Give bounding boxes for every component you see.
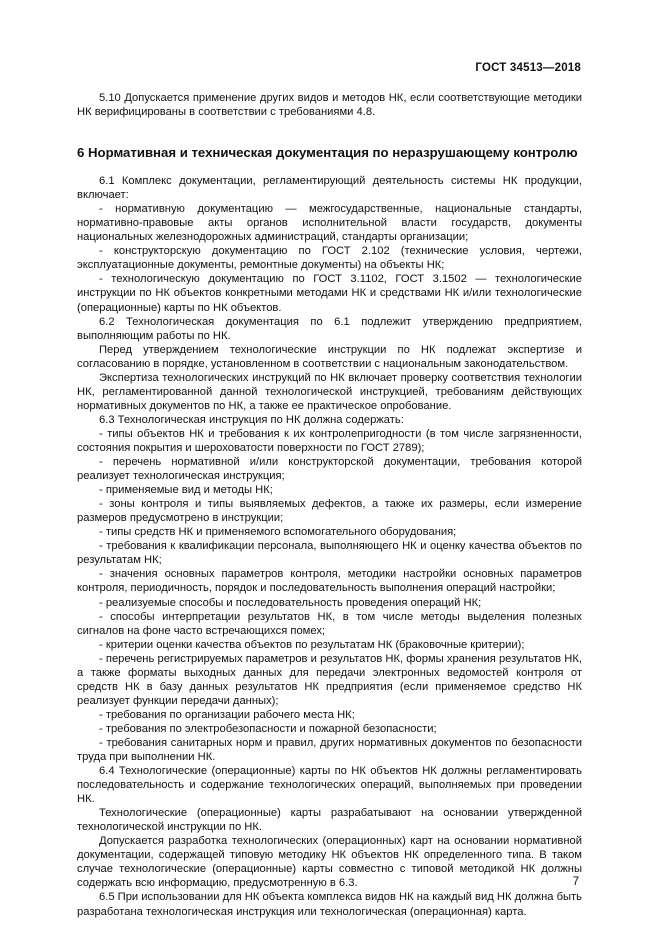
- list-item: - значения основных параметров контроля, методики настройки основных параметров контроля, периодичность, порядок и последовательность выполнения операций настройки;: [77, 568, 582, 595]
- list-item: - требования санитарных норм и правил, других нормативных документов по безопасности труда при выполнении НК.: [77, 736, 582, 764]
- list-item: - конструкторскую документацию по ГОСТ 2.102 (технические условия, чертежи, эксплуатационные документы, ремонтные документы) на объекты НК;: [77, 245, 582, 272]
- list-item: - требования по организации рабочего места НК;: [99, 708, 355, 721]
- list-item: - применяемые вид и методы НК;: [99, 484, 273, 497]
- paragraph: 6.1 Комплекс документации, регламентирующий деятельность системы НК продукции, включает:: [77, 175, 582, 202]
- list-item: - нормативную документацию — межгосударственные, национальные стандарты, нормативно-правовые акты органов исполнительной власти государств, документы национальных железнодорожных администраций, стандарты организации;: [77, 203, 582, 244]
- list-item: - критерии оценки качества объектов по результатам НК (браковочные критерии);: [99, 638, 525, 651]
- paragraph: Перед утверждением технологические инструкции по НК подлежат экспертизе и согласованию в порядке, установленном в соответствии с национальным законодательством.: [77, 343, 582, 370]
- list-item: - технологическую документацию по ГОСТ 3.1102, ГОСТ 3.1502 — технологические инструкции по НК объектов конкретными методами НК и средствами НК и/или технологические (операционные) карты по НК объектов.: [77, 273, 582, 314]
- paragraph: Допускается разработка технологических (операционных) карт на основании нормативной документации, содержащей типовую методику НК объектов НК определенного типа. В таком случае технологические (операционные) карты совместно с типовой методикой НК должны содержать всю информацию, предусмотренную в 6.3.: [77, 835, 582, 890]
- list-item: - перечень нормативной и/или конструкторской документации, требования которой реализует технологическая инструкция;: [77, 456, 582, 483]
- paragraph: Экспертиза технологических инструкций по НК включает проверку соответствия технологии НК, регламентированной данной технологической инструкцией, требованиям действующих нормативных документов по НК, а также ее практическое опробование.: [77, 371, 582, 412]
- list-item: - реализуемые способы и последовательность проведения операций НК;: [99, 596, 482, 609]
- list-item: - требования к квалификации персонала, выполняющего НК и оценку качества объектов по результатам НК;: [77, 540, 582, 567]
- section-6-heading: 6 Нормативная и техническая документация по неразрушающему контролю: [77, 145, 578, 161]
- paragraph-5-10: 5.10 Допускается применение других видов и методов НК, если соответствующие методики НК верифицированы в соответствии с требованиями 4.8.: [77, 92, 582, 119]
- list-item: - зоны контроля и типы выявляемых дефектов, а также их размеры, если измерение размеров предусмотрено в инструкции;: [77, 498, 582, 525]
- paragraph: 6.3 Технологическая инструкция по НК должна содержать:: [99, 413, 404, 426]
- list-item: - типы средств НК и применяемого вспомогательного оборудования;: [99, 526, 457, 539]
- list-item: - типы объектов НК и требования к их контролепригодности (в том числе загрязненности, состояния покрытия и шероховатости поверхности по ГОСТ 2789);: [77, 427, 582, 454]
- page-number: 7: [572, 876, 579, 888]
- paragraph: 6.4 Технологические (операционные) карты по НК объектов НК должны регламентировать последовательность и содержание технологических операций, выполняемых при проведении НК.: [77, 765, 582, 806]
- paragraph: 6.2 Технологическая документация по 6.1 подлежит утверждению предприятием, выполняющим работы по НК.: [77, 315, 582, 342]
- paragraph: 6.5 При использовании для НК объекта комплекса видов НК на каждый вид НК должна быть разработана технологическая инструкция или технологическая (операционная) карта.: [77, 891, 582, 918]
- document-code-header: ГОСТ 34513—2018: [475, 62, 581, 74]
- list-item: - перечень регистрируемых параметров и результатов НК, формы хранения результатов НК, а также форматы выходных данных для передачи электронных ведомостей контроля от средств НК в базу данных результатов НК предприятия (если применяемое средство НК реализует функции передачи данных);: [77, 652, 582, 707]
- list-item: - способы интерпретации результатов НК, в том числе методы выделения полезных сигналов на фоне часто встречающихся помех;: [77, 610, 582, 637]
- paragraph: Технологические (операционные) карты разрабатывают на основании утвержденной технологической инструкции по НК.: [77, 807, 582, 834]
- list-item: - требования по электробезопасности и пожарной безопасности;: [99, 722, 437, 735]
- page-body: [77, 91, 582, 919]
